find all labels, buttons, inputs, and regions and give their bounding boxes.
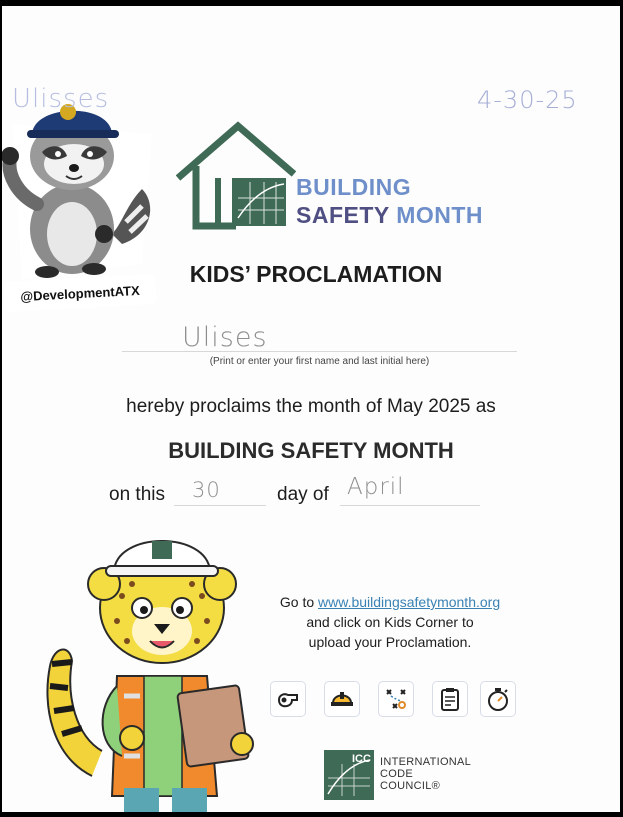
logo-building-text: BUILDING [296, 174, 412, 200]
hard-hat-icon [324, 681, 360, 717]
icc-logo-icon [324, 750, 374, 800]
house-logo-icon [176, 118, 296, 230]
website-link[interactable]: www.buildingsafetymonth.org [318, 594, 501, 610]
logo-safety-month-text [296, 202, 483, 229]
raccoon-mascot-sticker [2, 94, 162, 284]
cheetah-mascot-illustration [32, 526, 262, 812]
day-of-label: day of [277, 484, 329, 505]
month-underline [340, 505, 480, 506]
clipboard-icon [432, 681, 468, 717]
instructions-go-to: Go to [279, 594, 315, 610]
whistle-icon [270, 681, 306, 717]
upload-instructions [240, 592, 540, 652]
day-underline [174, 505, 266, 506]
proclaims-statement: hereby proclaims the month of May 2025 as [126, 396, 496, 417]
handwritten-top-date: 4-30-25 [477, 86, 578, 114]
building-safety-month-heading: BUILDING SAFETY MONTH [168, 438, 454, 463]
proclamation-sheet [2, 6, 620, 812]
page-title-text: KIDS’ PROCLAMATION [189, 261, 443, 287]
handwritten-day: 30 [192, 478, 221, 502]
handwritten-top-name: Ulisses [12, 84, 110, 114]
social-handle-label: @DevelopmentATX [3, 274, 156, 312]
icc-name [380, 756, 471, 792]
icc-line-1: INTERNATIONAL [380, 756, 472, 768]
playbook-icon [378, 681, 414, 717]
instructions-line-1 [240, 592, 540, 612]
stopwatch-icon [480, 681, 516, 717]
page-title [2, 261, 620, 288]
name-underline [122, 351, 517, 352]
instructions-line-3: upload your Proclamation. [308, 634, 472, 650]
logo-month-word: MONTH [396, 202, 484, 228]
handwritten-name: Ulises [182, 322, 268, 353]
icc-badge-text: ICC [352, 753, 371, 765]
icc-line-2: CODE [380, 768, 413, 780]
name-field-hint: (Print or enter your first name and last initial here) [209, 356, 430, 367]
logo-safety-word: SAFETY [296, 202, 390, 228]
instructions-line-2: and click on Kids Corner to [306, 614, 474, 630]
on-this-label: on this [109, 484, 165, 505]
icc-line-3: COUNCIL® [380, 780, 441, 792]
handwritten-month: April [347, 474, 405, 500]
